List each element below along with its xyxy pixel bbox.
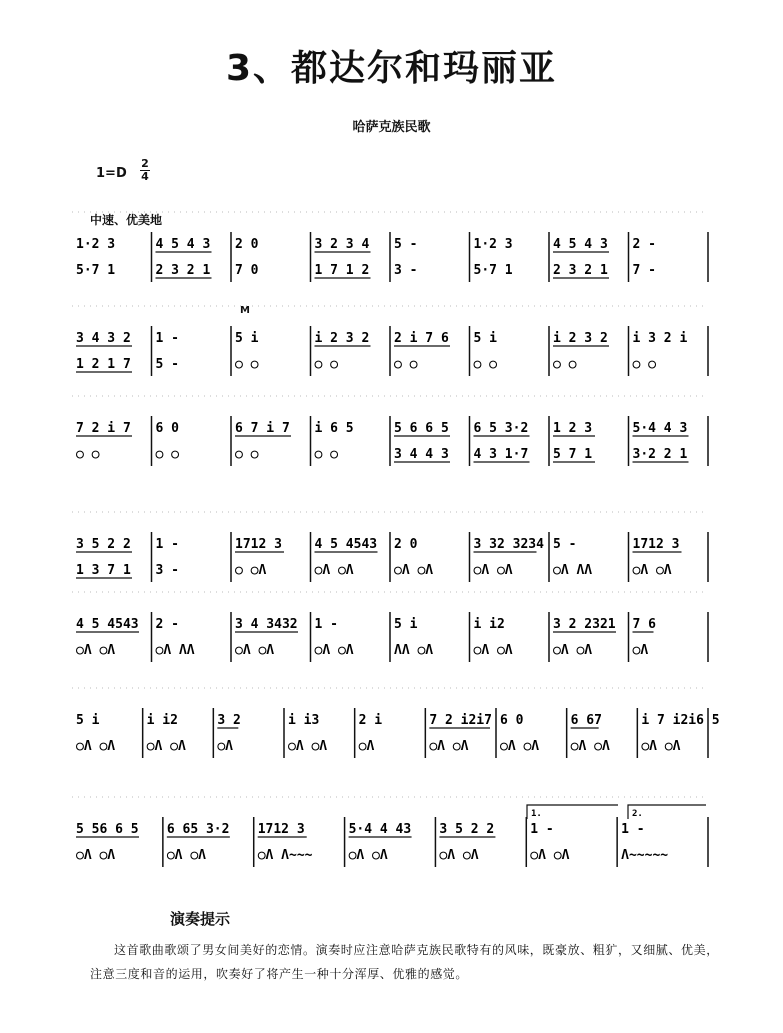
upper-voice-measure: 4 5 4 3 bbox=[553, 237, 608, 252]
upper-voice-measure: 1 - bbox=[530, 822, 554, 837]
upper-voice-measure: i 6 5 bbox=[314, 421, 354, 436]
upper-voice-measure: 3 4 3432 bbox=[235, 617, 298, 632]
lower-voice-measure: ○Λ ○Λ bbox=[570, 739, 610, 754]
upper-voice-measure: 5 i bbox=[394, 617, 418, 632]
lower-voice-measure: ○Λ ΛΛ bbox=[155, 643, 195, 658]
volta-1-label: 1. bbox=[531, 809, 542, 819]
lower-voice-measure: ○ ○ bbox=[394, 357, 418, 372]
lower-voice-measure: ○ ○ bbox=[76, 447, 100, 462]
lower-voice-measure: ○ ○ bbox=[314, 357, 338, 372]
upper-voice-measure: 6 0 bbox=[500, 713, 524, 728]
upper-voice-measure: 2 i bbox=[358, 713, 383, 728]
upper-voice-measure: 1·2 3 bbox=[473, 237, 513, 252]
meter-bottom: 4 bbox=[141, 170, 149, 183]
upper-voice-measure: 1 - bbox=[155, 537, 179, 552]
lower-voice-measure: ○Λ ○Λ bbox=[500, 739, 540, 754]
lower-voice-measure: ○Λ bbox=[632, 643, 649, 658]
upper-voice-measure: 6 67 bbox=[570, 713, 602, 728]
upper-voice-measure: 6 7 i 7 bbox=[235, 421, 290, 436]
lower-voice-measure: ○Λ ○Λ bbox=[348, 848, 388, 863]
lower-voice-measure: ○Λ ○Λ bbox=[76, 643, 116, 658]
upper-voice-measure: 4 5 4543 bbox=[314, 537, 378, 552]
upper-voice-measure: 5 6 6 5 bbox=[394, 421, 449, 436]
upper-voice-measure: 2 - bbox=[632, 237, 656, 252]
key-signature: 1=D bbox=[96, 166, 127, 181]
lower-voice-measure: 5·7 1 bbox=[473, 263, 513, 278]
lower-voice-measure: ○ ○ bbox=[235, 447, 259, 462]
upper-voice-measure: 5 - bbox=[394, 237, 418, 252]
lower-voice-measure: ○Λ ○Λ bbox=[530, 848, 570, 863]
lower-voice-measure: ○Λ ○Λ bbox=[146, 739, 186, 754]
upper-voice-measure: 5 i bbox=[76, 713, 100, 728]
upper-voice-measure: 5 i bbox=[473, 331, 497, 346]
upper-voice-measure: 3 2 2321 bbox=[553, 617, 616, 632]
upper-voice-measure: 2 0 bbox=[394, 537, 418, 552]
lower-voice-measure: ○Λ ○Λ bbox=[235, 643, 275, 658]
upper-voice-measure: 1712 3 bbox=[257, 822, 305, 837]
performance-tips-text bbox=[90, 938, 720, 986]
upper-voice-measure: 7 2 i2i7 bbox=[429, 713, 492, 728]
lower-voice-measure: ○Λ ○Λ bbox=[314, 563, 354, 578]
lower-voice-measure: ○Λ ΛΛ bbox=[553, 563, 593, 578]
upper-voice-measure: 5 i bbox=[235, 331, 259, 346]
page-title: 3、都达尔和玛丽亚 bbox=[225, 48, 558, 89]
ornament-mark: M bbox=[240, 305, 250, 316]
upper-voice-measure: 5·4 4 3 bbox=[632, 421, 688, 436]
upper-voice-measure: 1 - bbox=[314, 617, 338, 632]
upper-voice-measure: 6 0 bbox=[155, 421, 179, 436]
upper-voice-measure: i i2 bbox=[146, 713, 178, 728]
lower-voice-measure: ○Λ ○Λ bbox=[553, 643, 593, 658]
upper-voice-measure: 3 2 bbox=[217, 713, 241, 728]
lower-voice-measure: 7 0 bbox=[235, 263, 259, 278]
upper-voice-measure: 6 65 3·2 bbox=[166, 822, 230, 837]
upper-voice-measure: 3 32 3234 bbox=[473, 537, 544, 552]
upper-voice-measure: 3 4 3 2 bbox=[76, 331, 131, 346]
lower-voice-measure: 3 - bbox=[155, 563, 179, 578]
lower-voice-measure: ○Λ ○Λ bbox=[76, 848, 116, 863]
lower-voice-measure: ○ ○ bbox=[235, 357, 259, 372]
upper-voice-measure: 5 - bbox=[553, 537, 577, 552]
upper-voice-measure: i 3 2 i bbox=[632, 331, 688, 346]
lower-voice-measure: 5 7 1 bbox=[553, 447, 593, 462]
lower-voice-measure: 1 3 7 1 bbox=[76, 563, 131, 578]
lower-voice-measure: ○Λ Λ~~~ bbox=[257, 848, 313, 863]
upper-voice-measure: 2 - bbox=[155, 617, 179, 632]
upper-voice-measure: 2 i 7 6 bbox=[394, 331, 449, 346]
lower-voice-measure: ○ ○ bbox=[632, 357, 656, 372]
song-origin: 哈萨克族民歌 bbox=[352, 120, 431, 135]
tempo-marking: 中速、优美地 bbox=[90, 213, 163, 227]
lower-voice-measure: ○ ○ bbox=[473, 357, 497, 372]
lower-voice-measure: 5 - bbox=[155, 357, 179, 372]
lower-voice-measure: 3 - bbox=[394, 263, 418, 278]
upper-voice-measure: 7 2 i 7 bbox=[76, 421, 131, 436]
lower-voice-measure: 3 4 4 3 bbox=[394, 447, 449, 462]
lower-voice-measure: ○ ○ bbox=[553, 357, 577, 372]
lower-voice-measure: 3·2 2 1 bbox=[632, 447, 688, 462]
lower-voice-measure: 1 2 1 7 bbox=[76, 357, 131, 372]
lower-voice-measure: ○Λ ○Λ bbox=[632, 563, 672, 578]
upper-voice-measure: 1 2 3 bbox=[553, 421, 593, 436]
upper-voice-measure: i 7 i2i6 5 bbox=[641, 713, 720, 728]
lower-voice-measure: ○Λ ○Λ bbox=[288, 739, 328, 754]
lower-voice-measure: ΛΛ ○Λ bbox=[394, 643, 434, 658]
upper-voice-measure: i 2 3 2 bbox=[314, 331, 370, 346]
upper-voice-measure: 1712 3 bbox=[632, 537, 680, 552]
upper-voice-measure: 2 0 bbox=[235, 237, 259, 252]
upper-voice-measure: 3 2 3 4 bbox=[314, 237, 370, 252]
lower-voice-measure: ○ ○ bbox=[155, 447, 179, 462]
upper-voice-measure: 6 5 3·2 bbox=[473, 421, 529, 436]
upper-voice-measure: 1 - bbox=[155, 331, 179, 346]
lower-voice-measure: ○Λ ○Λ bbox=[439, 848, 479, 863]
upper-voice-measure: i i3 bbox=[288, 713, 320, 728]
upper-voice-measure: 4 5 4543 bbox=[76, 617, 139, 632]
lower-voice-measure: ○Λ ○Λ bbox=[314, 643, 354, 658]
volta-2-label: 2. bbox=[632, 809, 643, 819]
tips-paragraph: 这首歌曲歌颂了男女间美好的恋情。演奏时应注意哈萨克族民歌特有的风味，既豪放、粗犷，又细腻、优美，注意三度和音的运用，吹奏好了将产生一种十分浑厚、优雅的感觉。 bbox=[90, 943, 719, 981]
lower-voice-measure: ○Λ ○Λ bbox=[473, 643, 513, 658]
lower-voice-measure: Λ~~~~~ bbox=[621, 848, 669, 863]
upper-voice-measure: 1712 3 bbox=[235, 537, 282, 552]
lower-voice-measure: 4 3 1·7 bbox=[473, 447, 529, 462]
lower-voice-measure: ○Λ ○Λ bbox=[166, 848, 206, 863]
lower-voice-measure: ○ ○ bbox=[314, 447, 338, 462]
upper-voice-measure: 5 56 6 5 bbox=[76, 822, 139, 837]
lower-voice-measure: 5·7 1 bbox=[76, 263, 116, 278]
lower-voice-measure: ○Λ ○Λ bbox=[429, 739, 469, 754]
lower-voice-measure: ○Λ bbox=[358, 739, 375, 754]
performance-tips-title: 演奏提示 bbox=[170, 910, 231, 928]
upper-voice-measure: 1·2 3 bbox=[76, 237, 116, 252]
upper-voice-measure: i i2 bbox=[473, 617, 505, 632]
lower-voice-measure: ○Λ ○Λ bbox=[641, 739, 681, 754]
upper-voice-measure: 5·4 4 43 bbox=[348, 822, 412, 837]
upper-voice-measure: 7 6 bbox=[632, 617, 656, 632]
upper-voice-measure: 3 5 2 2 bbox=[76, 537, 131, 552]
lower-voice-measure: ○Λ ○Λ bbox=[76, 739, 116, 754]
lower-voice-measure: ○ ○Λ bbox=[235, 563, 267, 578]
upper-voice-measure: i 2 3 2 bbox=[553, 331, 608, 346]
lower-voice-measure: ○Λ ○Λ bbox=[394, 563, 434, 578]
lower-voice-measure: ○Λ ○Λ bbox=[473, 563, 513, 578]
lower-voice-measure: 2 3 2 1 bbox=[553, 263, 608, 278]
lower-voice-measure: 2 3 2 1 bbox=[155, 263, 211, 278]
lower-voice-measure: ○Λ bbox=[217, 739, 233, 754]
lower-voice-measure: 7 - bbox=[632, 263, 656, 278]
meter-top: 2 bbox=[141, 157, 149, 170]
upper-voice-measure: 3 5 2 2 bbox=[439, 822, 495, 837]
upper-voice-measure: 1 - bbox=[621, 822, 645, 837]
lower-voice-measure: 1 7 1 2 bbox=[314, 263, 370, 278]
upper-voice-measure: 4 5 4 3 bbox=[155, 237, 211, 252]
